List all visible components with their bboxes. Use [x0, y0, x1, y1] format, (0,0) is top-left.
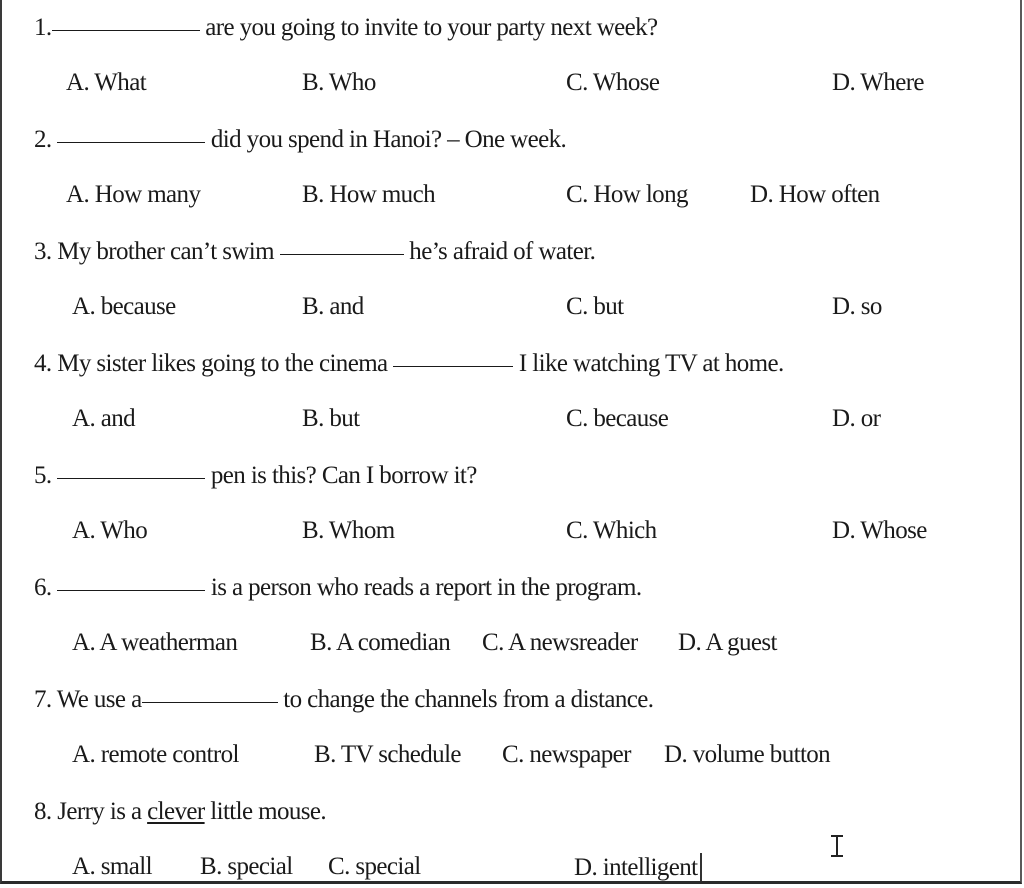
option-a[interactable]: A. remote control: [72, 741, 239, 768]
option-a[interactable]: A. A weatherman: [72, 629, 238, 656]
option-d-with-caret[interactable]: [574, 853, 702, 882]
option-b[interactable]: B. Who: [302, 69, 376, 96]
question-text-before: We use a: [56, 686, 142, 713]
ibeam-cursor-icon: [830, 834, 844, 858]
question-7: [34, 686, 653, 714]
option-c[interactable]: C. Whose: [566, 69, 660, 96]
option-c[interactable]: C. How long: [566, 181, 688, 208]
answer-blank[interactable]: [57, 477, 205, 479]
option-c[interactable]: C. special: [328, 853, 421, 880]
option-a[interactable]: A. What: [66, 69, 147, 96]
answer-blank[interactable]: [52, 29, 200, 31]
option-d[interactable]: D. Whose: [832, 517, 927, 544]
option-a[interactable]: A. and: [72, 405, 136, 432]
question-4: [34, 350, 784, 378]
option-c[interactable]: C. because: [566, 405, 669, 432]
answer-blank[interactable]: [57, 141, 205, 143]
question-text: he’s afraid of water.: [409, 238, 596, 265]
question-3: [34, 238, 595, 266]
answer-blank[interactable]: [142, 701, 278, 703]
option-a[interactable]: A. How many: [66, 181, 201, 208]
option-a[interactable]: A. Who: [72, 517, 148, 544]
question-number: 5.: [34, 462, 52, 489]
question-number: 3.: [34, 238, 52, 265]
question-number: 6.: [34, 574, 52, 601]
option-d[interactable]: D. or: [832, 405, 881, 432]
question-text-before: My brother can’t swim: [57, 238, 274, 265]
option-b[interactable]: B. How much: [302, 181, 435, 208]
option-b[interactable]: B. TV schedule: [314, 741, 461, 768]
question-5: [34, 462, 477, 490]
question-number: 8.: [34, 798, 52, 825]
answer-blank[interactable]: [57, 589, 205, 591]
option-c[interactable]: C. Which: [566, 517, 657, 544]
question-8: [34, 798, 326, 826]
option-b[interactable]: B. special: [200, 853, 293, 880]
option-b[interactable]: B. A comedian: [310, 629, 451, 656]
question-text-before: Jerry is a: [57, 798, 142, 825]
question-number: 4.: [34, 350, 52, 377]
option-d[interactable]: D. Where: [832, 69, 924, 96]
option-b[interactable]: B. but: [302, 405, 360, 432]
answer-blank[interactable]: [280, 253, 404, 255]
option-c[interactable]: C. but: [566, 293, 624, 320]
question-2: [34, 126, 566, 154]
question-6: [34, 574, 641, 602]
question-1: [34, 14, 658, 42]
question-number: 1.: [34, 14, 52, 41]
option-c[interactable]: C. A newsreader: [482, 629, 638, 656]
question-text: is a person who reads a report in the program.: [210, 574, 642, 601]
option-c[interactable]: C. newspaper: [502, 741, 631, 768]
question-number: 2.: [34, 126, 52, 153]
option-d[interactable]: D. How often: [750, 181, 880, 208]
question-text: little mouse.: [210, 798, 327, 825]
question-text: are you going to invite to your party next week?: [205, 14, 658, 41]
answer-blank[interactable]: [393, 365, 513, 367]
option-d[interactable]: D. volume button: [664, 741, 831, 768]
option-d[interactable]: D. intelligent: [574, 854, 698, 881]
question-text: did you spend in Hanoi? – One week.: [210, 126, 567, 153]
option-b[interactable]: B. Whom: [302, 517, 395, 544]
option-b[interactable]: B. and: [302, 293, 364, 320]
question-text-before: My sister likes going to the cinema: [57, 350, 388, 377]
option-d[interactable]: D. so: [832, 293, 882, 320]
option-a[interactable]: A. because: [72, 293, 176, 320]
question-number: 7.: [34, 686, 52, 713]
option-a[interactable]: A. small: [72, 853, 152, 880]
question-text: to change the channels from a distance.: [283, 686, 654, 713]
question-text: I like watching TV at home.: [518, 350, 784, 377]
question-text: pen is this? Can I borrow it?: [210, 462, 477, 489]
option-d[interactable]: D. A guest: [678, 629, 777, 656]
text-cursor: [700, 853, 702, 881]
underlined-word: clever: [147, 798, 205, 825]
